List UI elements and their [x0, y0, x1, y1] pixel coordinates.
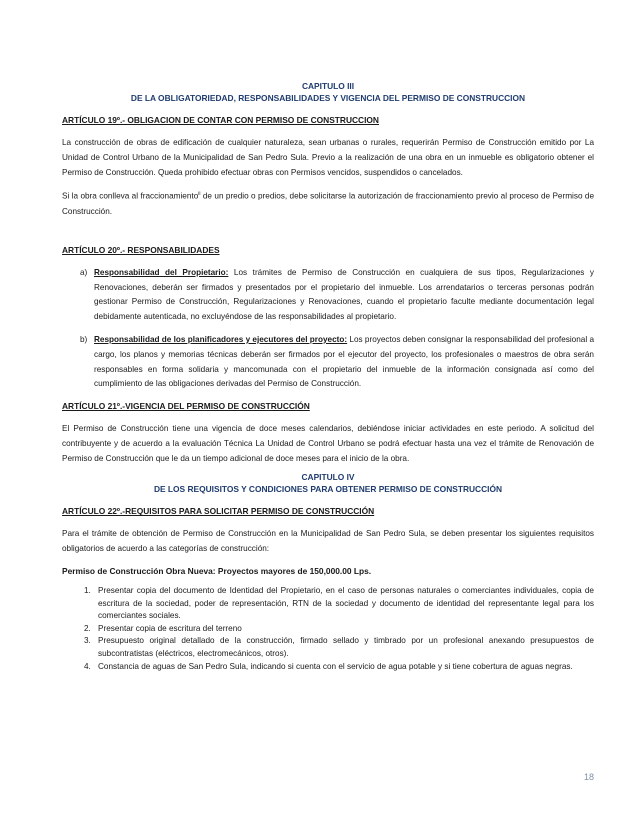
article-22-paragraph: Para el trámite de obtención de Permiso de Construcción en la Municipalidad de San Pedro Sula, se deben presentar los siguientes requisitos obligatorios de acuerdo a las categorías de construcción: — [62, 529, 594, 554]
list-item — [62, 635, 594, 660]
list-item-text: Constancia de aguas de San Pedro Sula, indicando si cuenta con el servicio de agua potable y si tiene cobertura de aguas negras. — [98, 661, 573, 671]
footnote-marker: ii — [198, 191, 201, 198]
list-item — [62, 623, 594, 636]
document-page — [62, 80, 594, 673]
article-19-heading: ARTÍCULO 19º.- OBLIGACION DE CONTAR CON PERMISO DE CONSTRUCCION — [62, 115, 379, 125]
list-item-text: Responsabilidad de los planificadores y ejecutores del proyecto: Los proyectos deben consignar la responsabilidad del profesional a cargo, los planos y memorias técnicas deberán ser firmados por el ejecutor del proyecto, los profesionales o maestros de obra serán responsables en forma solidaria y mancomunada con el propietario del inmueble de la información consignada así como del cumplimiento de las obligaciones derivadas del Permiso de Construcción. — [94, 334, 594, 389]
list-item-text: Presentar copia del documento de Identidad del Propietario, en el caso de personas naturales o comerciantes individuales, copia de escritura de la sociedad, poder de representación, RTN de la sociedad y documento de identidad del representante legal para los comerciantes sociales. — [98, 586, 594, 621]
requirements-list — [62, 585, 594, 673]
list-marker: 4. — [84, 661, 91, 671]
list-item — [62, 585, 594, 623]
chapter-4-title: CAPITULO IV — [301, 472, 355, 483]
chapter-4-subtitle: DE LOS REQUISITOS Y CONDICIONES PARA OBTENER PERMISO DE CONSTRUCCIÓN — [153, 484, 503, 495]
article-22-subheading: Permiso de Construcción Obra Nueva: Proyectos mayores de 150,000.00 Lps. — [62, 566, 372, 577]
chapter-3-subtitle: DE LA OBLIGATORIEDAD, RESPONSABILIDADES Y VIGENCIA DEL PERMISO DE CONSTRUCCION — [130, 93, 526, 103]
article-20-heading: ARTÍCULO 20º.- RESPONSABILIDADES — [62, 244, 220, 255]
list-item — [62, 661, 594, 674]
list-marker: 2. — [84, 623, 91, 633]
article-22-heading: ARTÍCULO 22º.-REQUISITOS PARA SOLICITAR PERMISO DE CONSTRUCCIÓN — [62, 506, 375, 517]
responsibility-item-a — [62, 266, 594, 325]
list-marker: b) — [80, 334, 88, 344]
article-19-paragraph-2: Si la obra conlleva al fraccionamiento$^{ii}$ de un predio o predios, debe solicitarse la autorización de fraccionamiento previo al proceso de Permiso de Construcción. — [62, 191, 595, 216]
article-21-paragraph: El Permiso de Construcción tiene una vigencia de doce meses calendarios, debiéndose iniciar actividades en este periodo. A solicitud del contribuyente y de acuerdo a la evaluación Técnica La Unidad de Control Urbano se podrá efectuar hasta una vez el trámite de Renovación de Permiso de Construcción que le da un tiempo adicional de doce meses para el inicio de la obra. — [62, 424, 594, 463]
list-marker: 3. — [84, 636, 91, 646]
chapter-3-title: CAPITULO III — [301, 81, 355, 91]
list-item-text: Presupuesto original detallado de la construcción, firmado sellado y timbrado por un profesional anexando presupuestos de subcontratistas (eléctricos, electromecánicos, otros). — [98, 636, 594, 659]
page-number: 18 — [583, 772, 594, 782]
list-marker: 1. — [84, 586, 91, 596]
article-19-paragraph-1: La construcción de obras de edificación de cualquier naturaleza, sean urbanas o rurales, requerirán Permiso de Construcción emitido por La Unidad de Control Urbano de la Municipalidad de San Pedro Sula. Previo a la realización de una obra en un inmueble es obligatorio obtener el Permiso de Construcción. Queda prohibido efectuar obras con Permisos vencidos, suspendidos o cancelados. — [62, 138, 594, 177]
list-item-text: Presentar copia de escritura del terreno — [98, 623, 242, 633]
list-item-text: Responsabilidad del Propietario: Los trámites de Permiso de Construcción en cualquiera de sus tipos, Regularizaciones y Renovaciones, deberán ser firmados y presentados por el propietario del inmueble. Los arrendatarios o terceras personas podrán gestionar Permiso de Construcción, Regularizaciones y Renovaciones, cuando el propietario faculte mediante documentación legal debidamente autenticada, no excluyéndose de las responsabilidades al propietario. — [94, 267, 594, 322]
responsibility-item-b — [62, 333, 594, 392]
list-marker: a) — [80, 267, 88, 277]
article-21-heading: ARTÍCULO 21º.-VIGENCIA DEL PERMISO DE CONSTRUCCIÓN — [62, 401, 310, 412]
